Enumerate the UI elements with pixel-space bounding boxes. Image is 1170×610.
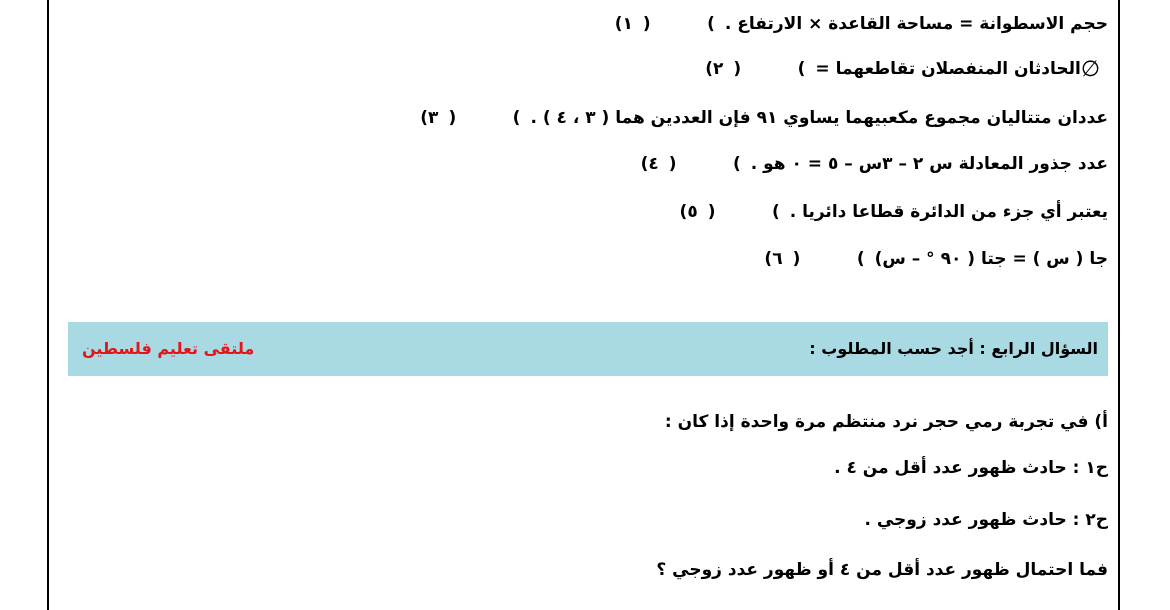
question-intro: أ) في تجربة رمي حجر نرد منتظم مرة واحدة إذا كان : xyxy=(664,412,1108,432)
statement-number: ٤) xyxy=(640,154,659,174)
answer-blank: ) ( xyxy=(733,59,806,79)
section-title: السؤال الرابع : أجد حسب المطلوب : xyxy=(809,339,1098,358)
section-header-band xyxy=(68,322,1108,376)
answer-blank: ) ( xyxy=(448,108,521,128)
answer-blank: ) ( xyxy=(792,249,865,269)
statement-number: ٥) xyxy=(679,202,698,222)
statement-4 xyxy=(629,148,1108,180)
statement-text: الحادثان المنفصلان تقاطعهما = xyxy=(815,59,1081,79)
statement-number: ٣) xyxy=(420,108,439,128)
statement-1 xyxy=(603,8,1108,40)
page-border-right xyxy=(1118,0,1120,610)
empty-set-symbol: ∅ xyxy=(1080,56,1100,82)
answer-blank: ) ( xyxy=(642,14,715,34)
statement-2 xyxy=(693,53,1108,85)
statement-number: ٦) xyxy=(764,249,783,269)
event-1: ح١ : حادث ظهور عدد أقل من ٤ . xyxy=(834,458,1108,478)
event-2: ح٢ : حادث ظهور عدد زوجي . xyxy=(864,510,1108,530)
statement-text: عددان متتاليان مجموع مكعبيهما يساوي ٩١ فإن العددين هما ( ٣ ، ٤ ) . xyxy=(530,108,1108,128)
statement-text: جا ( س ) = جتا ( ٩٠ ° – س) xyxy=(874,249,1108,269)
page-border-left xyxy=(47,0,49,610)
statement-text: حجم الاسطوانة = مساحة القاعدة × الارتفاع . xyxy=(724,14,1108,34)
statement-5 xyxy=(668,196,1108,228)
answer-blank: ) ( xyxy=(707,202,780,222)
statement-number: ١) xyxy=(614,14,633,34)
question-ask: فما احتمال ظهور عدد أقل من ٤ أو ظهور عدد زوجي ؟ xyxy=(656,560,1108,580)
statement-6 xyxy=(753,243,1108,275)
statement-text: يعتبر أي جزء من الدائرة قطاعا دائريا . xyxy=(789,202,1108,222)
site-label: ملتقى تعليم فلسطين xyxy=(82,339,255,358)
answer-blank: ) ( xyxy=(668,154,741,174)
statement-number: ٢) xyxy=(705,59,724,79)
statement-text: عدد جذور المعادلة س ٢ – ٣س – ٥ = ٠ هو . xyxy=(750,154,1108,174)
statement-3 xyxy=(408,102,1108,134)
